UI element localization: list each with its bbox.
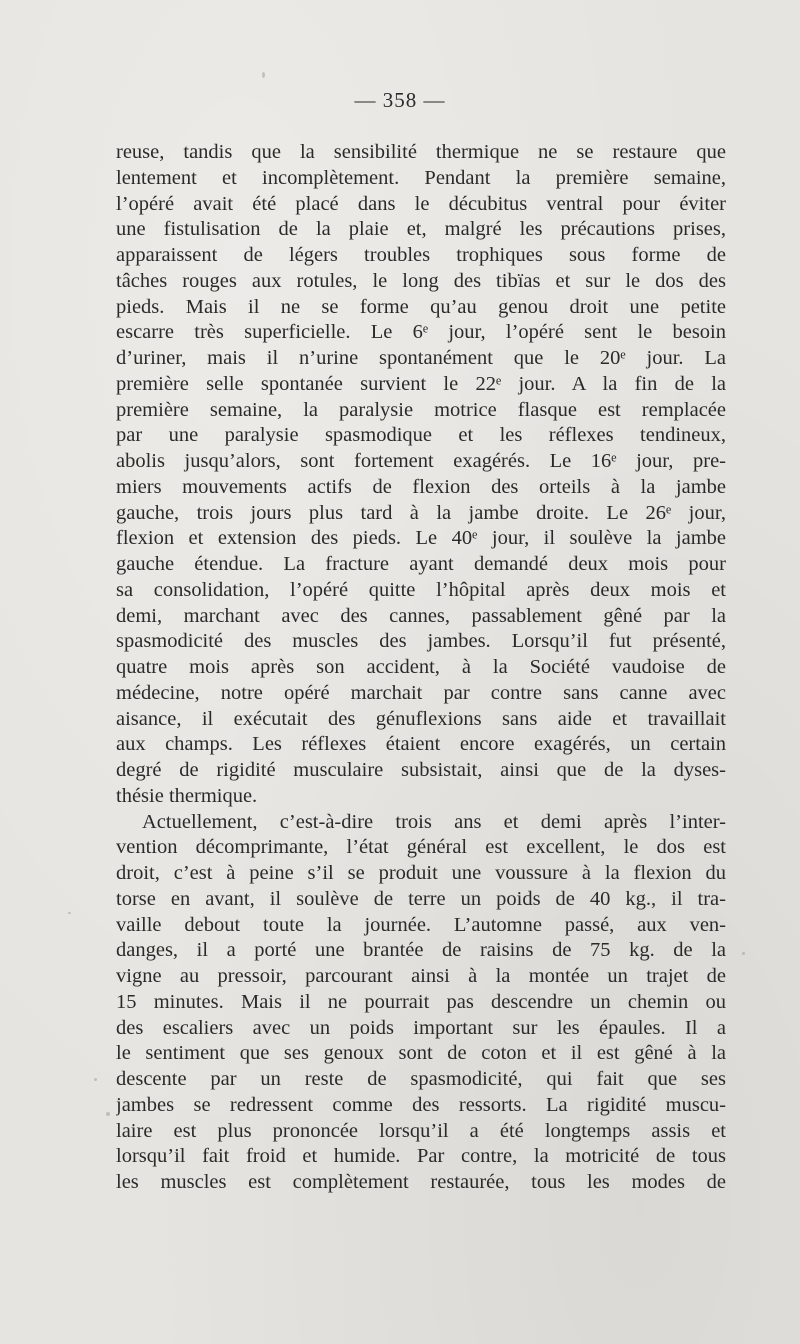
text-line: flexion et extension des pieds. Le 40ᵉ jour, il soulève la jambe: [116, 527, 726, 550]
text-line: lorsqu’il fait froid et humide. Par contre, la motricité de tous: [116, 1145, 726, 1168]
text-line: gauche étendue. La fracture ayant demandé deux mois pour: [116, 553, 726, 575]
text-line: descente par un reste de spasmodicité, qui fait que ses: [116, 1068, 726, 1090]
text-line: d’uriner, mais il n’urine spontanément que le 20ᵉ jour. La: [116, 347, 726, 369]
paper-speck: [106, 1112, 110, 1116]
text-line: sa consolidation, l’opéré quitte l’hôpital après deux mois et: [116, 578, 726, 601]
text-line: degré de rigidité musculaire subsistait, ainsi que de la dyses-: [116, 759, 726, 781]
text-line: première selle spontanée survient le 22ᵉ jour. A la fin de la: [116, 372, 726, 395]
text-line: lentement et incomplètement. Pendant la première semaine,: [116, 166, 726, 189]
text-line: apparaissent de légers troubles trophiques sous forme de: [116, 244, 726, 266]
text-line: reuse, tandis que la sensibilité thermique ne se restaure que: [116, 141, 726, 163]
text-line: vigne au pressoir, parcourant ainsi à la montée un trajet de: [116, 965, 726, 987]
text-line: les muscles est complètement restaurée, tous les modes de: [116, 1171, 726, 1193]
text-line: droit, c’est à peine s’il se produit une voussure à la flexion du: [116, 862, 726, 884]
text-line: première semaine, la paralysie motrice flasque est remplacée: [116, 398, 726, 421]
text-line: gauche, trois jours plus tard à la jambe droite. Le 26ᵉ jour,: [116, 501, 726, 524]
text-line: pieds. Mais il ne se forme qu’au genou droit une petite: [116, 295, 726, 318]
text-line: quatre mois après son accident, à la Société vaudoise de: [116, 656, 726, 678]
text-line: une fistulisation de la plaie et, malgré les précautions prises,: [116, 218, 726, 241]
text-line: miers mouvements actifs de flexion des orteils à la jambe: [116, 475, 726, 498]
text-line: danges, il a porté une brantée de raisins de 75 kg. de la: [116, 939, 726, 962]
paragraph-end-line: thésie thermique.: [116, 784, 258, 807]
text-line: aux champs. Les réflexes étaient encore exagérés, un certain: [116, 733, 726, 756]
text-line: vaille debout toute la journée. L’automne passé, aux ven-: [116, 913, 726, 936]
text-line: vention décomprimante, l’état général est excellent, le dos est: [116, 836, 726, 859]
text-line: le sentiment que ses genoux sont de coton et il est gêné à la: [116, 1042, 726, 1065]
body-text: [116, 140, 726, 1196]
text-line: médecine, notre opéré marchait par contre sans canne avec: [116, 681, 726, 704]
paper-speck: [94, 1078, 97, 1081]
text-line: demi, marchant avec des cannes, passablement gêné par la: [116, 604, 726, 627]
paper-speck: [262, 72, 265, 78]
text-line: tâches rouges aux rotules, le long des tibïas et sur le dos des: [116, 269, 726, 292]
text-line: des escaliers avec un poids important sur les épaules. Il a: [116, 1016, 726, 1039]
paper-speck: [68, 912, 71, 914]
text-line: spasmodicité des muscles des jambes. Lorsqu’il fut présenté,: [116, 630, 726, 653]
paragraph-start-line: Actuellement, c’est-à-dire trois ans et demi après l’inter-: [142, 810, 726, 833]
paper-speck: [742, 952, 745, 955]
text-line: aisance, il exécutait des génuflexions sans aide et travaillait: [116, 707, 726, 730]
text-line: escarre très superficielle. Le 6ᵉ jour, l’opéré sent le besoin: [116, 321, 726, 344]
text-line: l’opéré avait été placé dans le décubitus ventral pour éviter: [116, 192, 726, 215]
text-line: laire est plus prononcée lorsqu’il a été longtemps assis et: [116, 1119, 726, 1142]
text-line: 15 minutes. Mais il ne pourrait pas descendre un chemin ou: [116, 990, 726, 1013]
text-line: torse en avant, il soulève de terre un poids de 40 kg., il tra-: [116, 887, 726, 910]
text-line: jambes se redressent comme des ressorts. La rigidité muscu-: [116, 1093, 726, 1116]
text-line: par une paralysie spasmodique et les réflexes tendineux,: [116, 424, 726, 447]
text-line: abolis jusqu’alors, sont fortement exagérés. Le 16ᵉ jour, pre-: [116, 450, 726, 472]
page-number: — 358 —: [354, 88, 446, 112]
